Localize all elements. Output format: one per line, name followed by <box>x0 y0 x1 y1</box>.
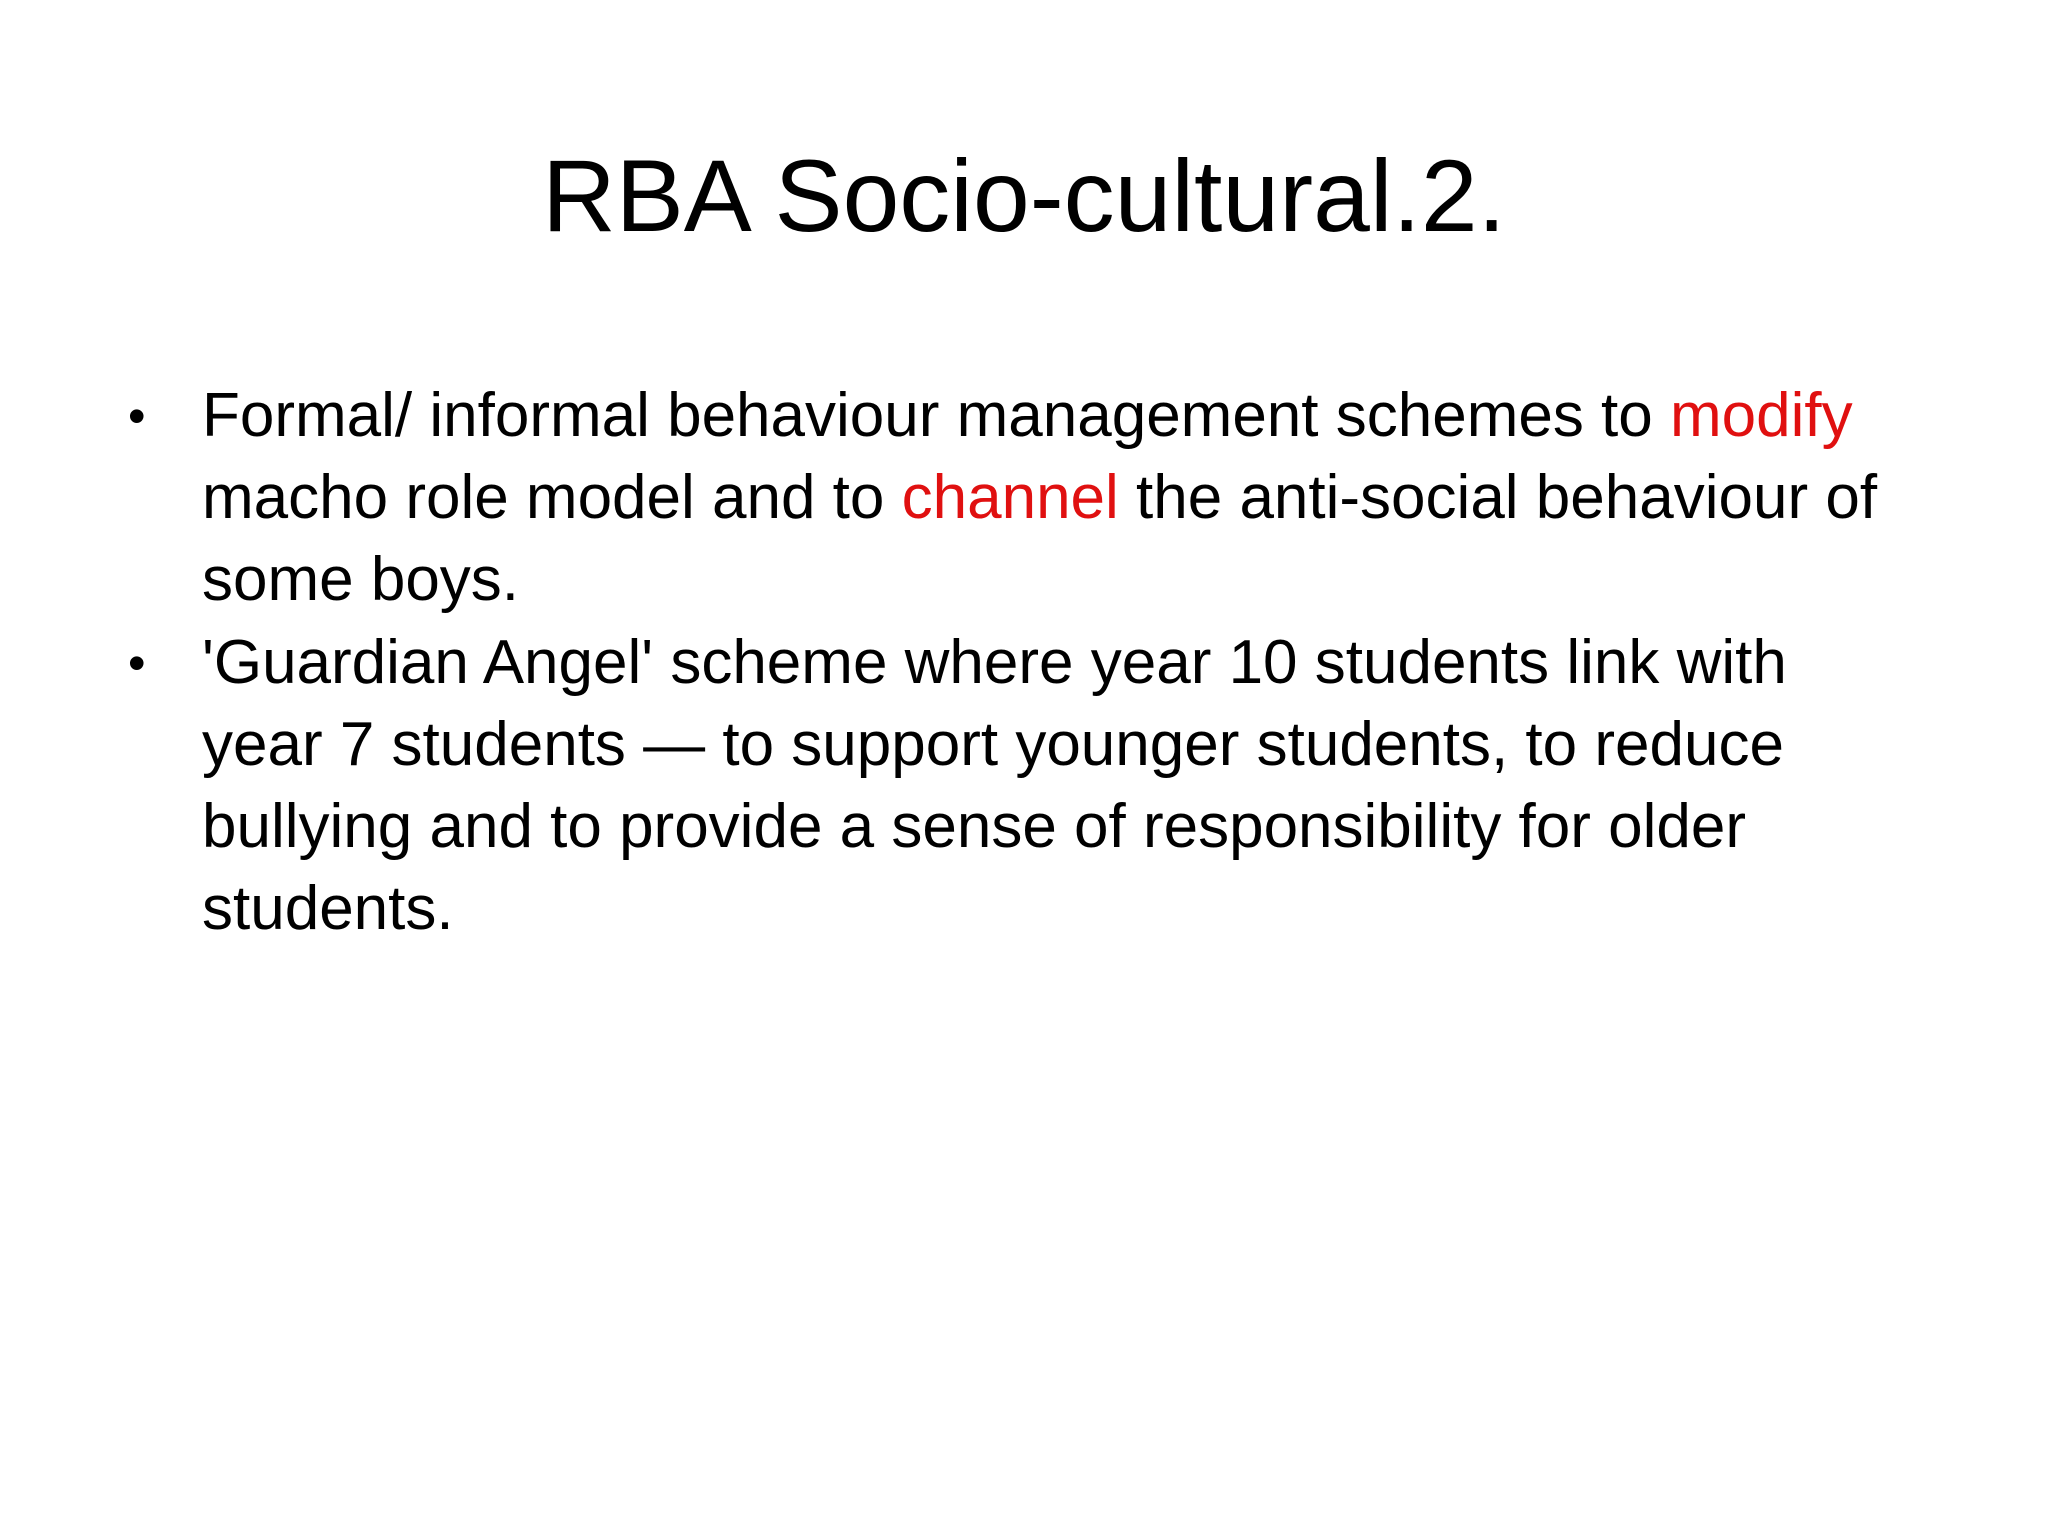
bullet-list <box>120 375 1910 951</box>
bullet-item-guardian-angel <box>120 622 1910 950</box>
bullet-marker: • <box>128 635 146 691</box>
bullet-marker: • <box>128 388 146 444</box>
bullet-text: 'Guardian Angel' scheme where year 10 students link with year 7 students — to support younger students, to reduce bullying and to provide a sense of responsibility for older students. <box>202 628 1787 943</box>
bullet-text-part: the anti-social behaviour of some boys. <box>202 463 1878 614</box>
bullet-text-part: macho role model and to <box>202 463 902 532</box>
slide-title: RBA Socio-cultural.2. <box>542 139 1506 253</box>
highlight-word-channel: channel <box>901 463 1119 532</box>
highlight-word-modify: modify <box>1670 381 1853 450</box>
bullet-text-part: Formal/ informal behaviour management schemes to <box>202 381 1670 450</box>
bullet-item-behaviour-schemes <box>120 375 1910 621</box>
